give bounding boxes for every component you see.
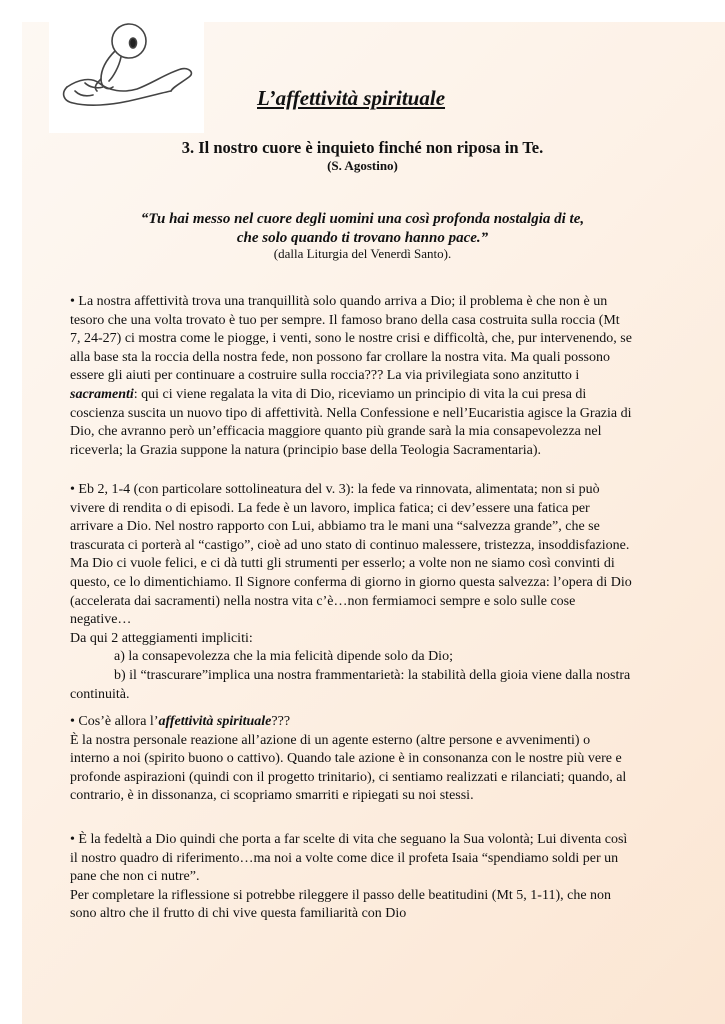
text-line: Ma Dio ci vuole felici, e ci dà tutti gli strumenti per esserlo; a volte non ne siamo così convinti di: [70, 556, 615, 572]
quote-line: che solo quando ti trovano hanno pace.”: [236, 230, 489, 246]
text-line: riceverla; la Grazia suppone la natura (principio base della Teologia Sacramentaria).: [70, 442, 542, 458]
paragraph-ebrei: [70, 481, 670, 704]
text-line: coscienza suscita un nuovo tipo di affettività. Nella Confessione e nell’Eucaristia agisce la Grazia di: [70, 405, 632, 421]
page-title: L’affettività spirituale: [257, 86, 446, 110]
hand-figure-icon: [49, 21, 204, 133]
text-span: ???: [271, 714, 291, 729]
text-line: pane che non ci nutre”.: [70, 869, 200, 885]
text-line: sono altro che il frutto di chi vive questa familiarità con Dio: [70, 906, 407, 922]
text-line: il nostro quadro di riferimento…ma noi a volte come dice il profeta Isaia “spendiamo soldi per un: [70, 850, 619, 866]
quote-author: (S. Agostino): [327, 158, 398, 173]
quote-line: “Tu hai messo nel cuore degli uomini una così profonda nostalgia di te,: [140, 211, 585, 227]
text-line: negative…: [70, 612, 132, 628]
text-line: • È la fedeltà a Dio quindi che porta a far scelte di vita che seguano la Sua volontà; Lui diventa così: [70, 832, 628, 847]
featured-quote: [0, 210, 725, 248]
paragraph-sacramenti: [70, 293, 670, 460]
emphasis-text: sacramenti: [70, 386, 134, 402]
text-line: questo, ce lo dimentichiamo. Il Signore conferma di giorno in giorno questa salvezza: l’opera di Dio: [70, 574, 632, 590]
emphasis-text: affettività spirituale: [158, 714, 272, 729]
text-line: tesoro che una volta trovato è tuo per sempre. Il famoso brano della casa costruita sulla roccia (Mt: [70, 312, 620, 328]
logo-illustration: [49, 21, 204, 133]
text-line: 7, 24-27) ci mostra come le piogge, i venti, sono le nostre crisi e difficoltà, che, pur intervenendo, se: [70, 331, 632, 347]
quote-source: (dalla Liturgia del Venerdì Santo).: [273, 246, 452, 261]
text-line: continuità.: [70, 686, 130, 702]
text-line: [70, 713, 670, 732]
text-line: Da qui 2 atteggiamenti impliciti:: [70, 630, 253, 646]
text-line: essere gli aiuti per continuare a costruire sulla roccia??? La via privilegiata sono anzitutto i: [70, 368, 580, 384]
text-line: contrario, è in dissonanza, ci scopriamo smarriti e ripiegati su noi stessi.: [70, 788, 474, 804]
paragraph-fedelta: [70, 831, 670, 924]
text-line: vivere di rendita o di episodi. La fede è un lavoro, implica fatica; ci dev’essere una fatica per: [70, 500, 590, 516]
text-line: • La nostra affettività trova una tranquillità solo quando arriva a Dio; il problema è che non è un: [70, 294, 608, 309]
text-line: È la nostra personale reazione all’azione di un agente esterno (altre persone e avvenimenti) o: [70, 732, 591, 748]
text-line: Per completare la riflessione si potrebbe rileggere il passo delle beatitudini (Mt 5, 1-11), che non: [70, 887, 612, 903]
list-item: b) il “trascurare”implica una nostra frammentarietà: la stabilità della gioia viene dalla nostra: [114, 667, 631, 683]
text-line: trascurata ci porterà al “castigo”, cioè ad uno stato di continuo malessere, tristezza, insoddisfazione.: [70, 537, 630, 553]
text-span: : qui ci viene regalata la vita di Dio, riceviamo un principio di vita la cui presa di: [133, 386, 587, 402]
section-heading: 3. Il nostro cuore è inquieto finché non riposa in Te.: [181, 138, 544, 157]
list-item: a) la consapevolezza che la mia felicità dipende solo da Dio;: [114, 649, 453, 665]
text-line: interno a noi (spirito buono o cattivo). Quando tale azione è in consonanza con le nostre più vere e: [70, 751, 622, 767]
text-line: profonde aspirazioni (quindi con il progetto trinitario), ci sentiamo realizzati e rilanciati; quando, al: [70, 769, 627, 785]
text-line: arrivare a Dio. Nel nostro rapporto con Lui, abbiamo tra le mani una “salvezza grande”, che se: [70, 519, 600, 535]
text-line: alla base sta la roccia della nostra fede, non possono far crollare la nostra vita. Ma quali possono: [70, 349, 610, 365]
text-line: [70, 386, 670, 405]
paragraph-definizione: [70, 713, 670, 806]
text-span: • Cos’è allora l’: [70, 714, 159, 729]
text-line: Dio, che avranno però un’efficacia maggiore quanto più grande sarà la mia consapevolezza nel: [70, 424, 602, 440]
text-line: • Eb 2, 1-4 (con particolare sottolineatura del v. 3): la fede va rinnovata, alimentata; non si può: [70, 482, 600, 497]
text-line: (accelerata dai sacramenti) nella nostra vita c’è…non fermiamoci sempre e solo sulle cose: [70, 593, 576, 609]
